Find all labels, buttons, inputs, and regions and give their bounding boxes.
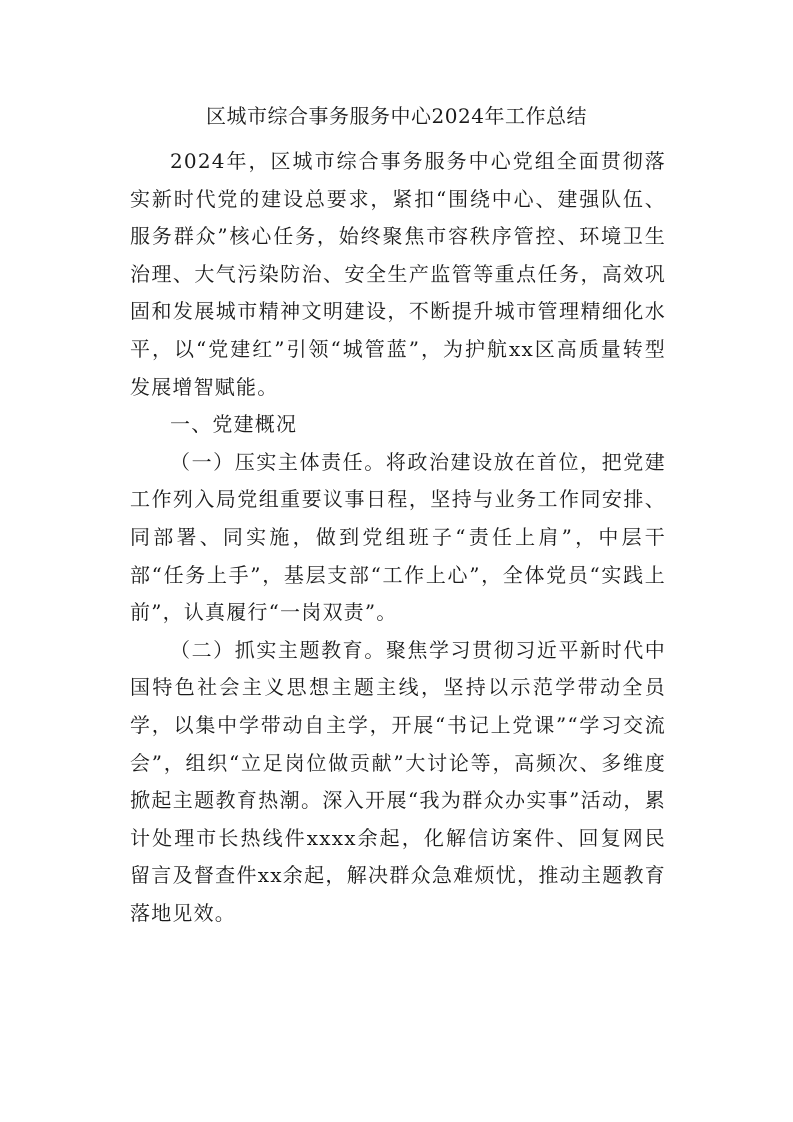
document-title: 区城市综合事务服务中心2024年工作总结 — [206, 104, 587, 128]
intro-paragraph: 2024年，区城市综合事务服务中心党组全面贯彻落实新时代党的建设总要求，紧扣“围绕中心、建强队伍、服务群众”核心任务，始终聚焦市容秩序管控、环境卫生治理、大气污染防治、安全生产监管等重点任务，高效巩固和发展城市精神文明建设，不断提升城市管理精细化水平，以“党建红”引领“城管蓝”，为护航xx区高质量转型发展增智赋能。 — [130, 149, 666, 399]
paragraph-theme-education: （二）抓实主题教育。聚焦学习贯彻习近平新时代中国特色社会主义思想主题主线，坚持以示范学带动全员学，以集中学带动自主学，开展“书记上党课”“学习交流会”，组织“立足岗位做贡献”大讨论等，高频次、多维度掀起主题教育热潮。深入开展“我为群众办实事”活动，累计处理市长热线件xxxx余起，化解信访案件、回复网民留言及督查件xx余起，解决群众急难烦忧，推动主题教育落地见效。 — [130, 637, 666, 925]
section-heading-party-building: 一、党建概况 — [170, 412, 298, 437]
document-body — [130, 143, 666, 932]
paragraph-responsibility: （一）压实主体责任。将政治建设放在首位，把党建工作列入局党组重要议事日程，坚持与业务工作同安排、同部署、同实施，做到党组班子“责任上肩”，中层干部“任务上手”，基层支部“工作上心”，全体党员“实践上前”，认真履行“一岗双责”。 — [130, 449, 666, 625]
